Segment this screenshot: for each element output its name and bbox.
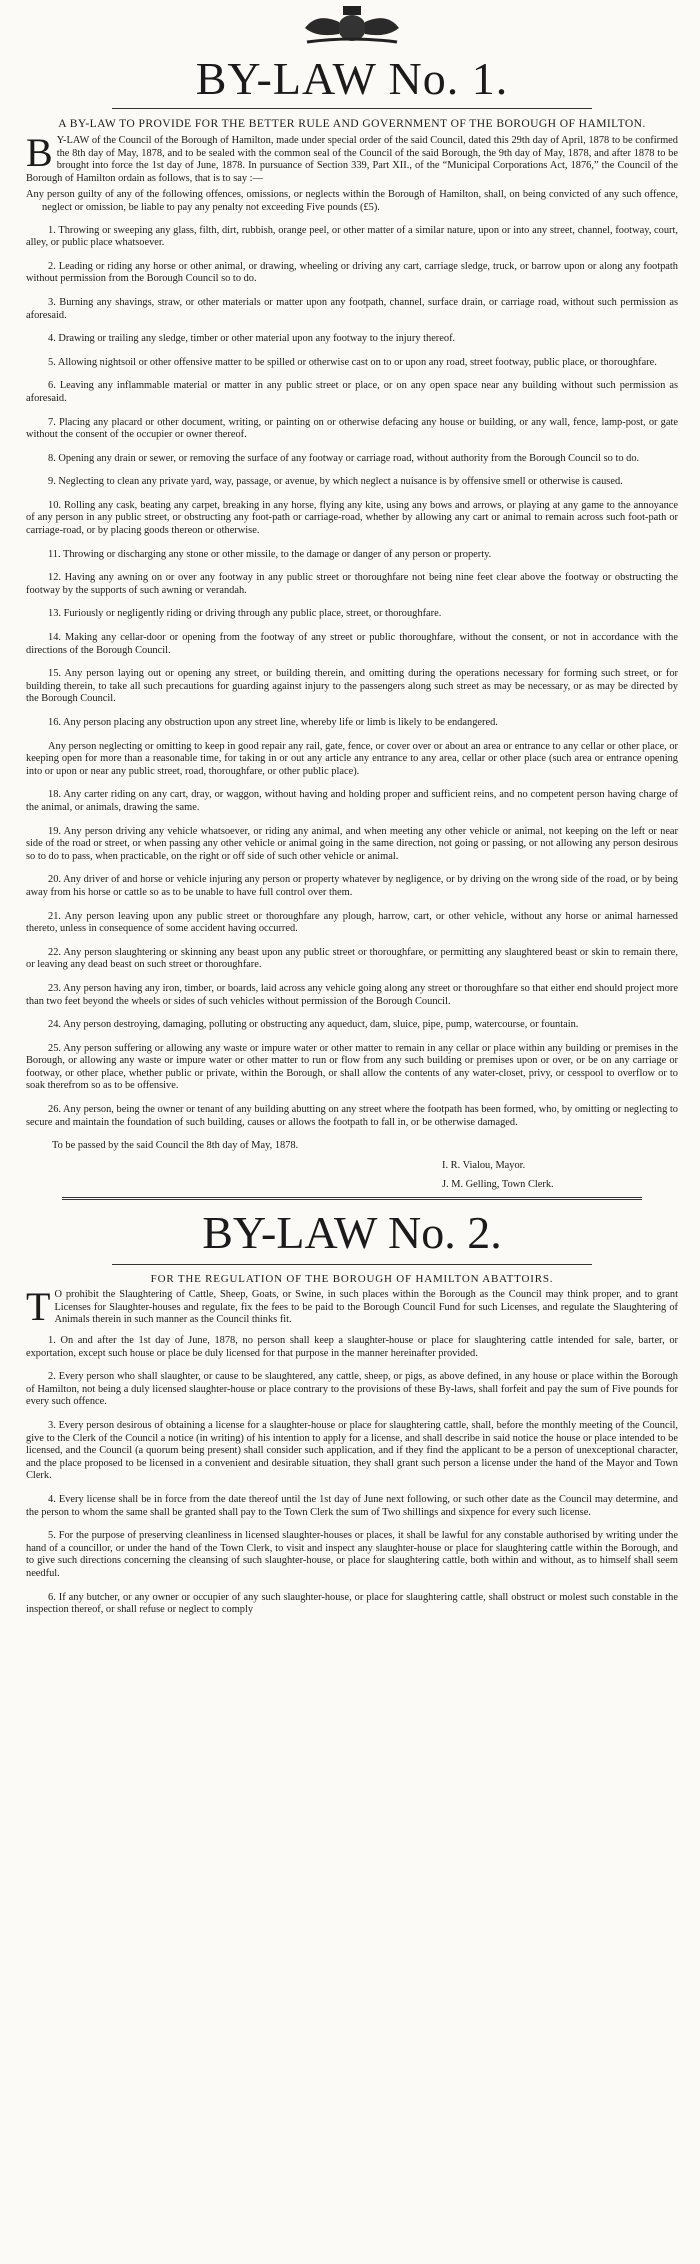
- drop-cap: T: [26, 1284, 51, 1330]
- clause: 1. Throwing or sweeping any glass, filth, dirt, rubbish, orange peel, or other matter of a similar nature, upon or into any street, channel, footway, court, alley, or public place whatsoever.: [26, 224, 678, 249]
- royal-crest-icon: [287, 2, 417, 46]
- clause: 20. Any driver of and horse or vehicle injuring any person or property whatever by negligence, or by driving on the wrong side of the road, or by being away from his horse or cattle so as to be unable to have full control over them.: [26, 874, 678, 898]
- bylaw-2-clauses: [22, 1335, 682, 1617]
- intro-text: Y-LAW of the Council of the Borough of Hamilton, made under special order of the said Council, dated this 29th day of April, 1878 to be confirmed the 8th day of May, 1878, and to be sealed with the common seal of the Council of the said Borough, the 9th day of May, 1878, and after 1878 to be brought into force the 1st day of June, 1878. In pursuance of Section 339, Part XII., of the “Municipal Corporations Act, 1876,” the Council of the Borough of Hamilton ordain as follows, that is to say :—: [26, 135, 678, 184]
- bylaw-1-subtitle: A BY-LAW TO PROVIDE FOR THE BETTER RULE AND GOVERNMENT OF THE BOROUGH OF HAMILTON.: [58, 117, 646, 130]
- clause: 12. Having any awning on or over any footway in any public street or thoroughfare not being nine feet clear above the footway or obstructing the footway by the supports of such awning or verandah.: [26, 572, 678, 596]
- clause: 6. If any butcher, or any owner or occupier of any such slaughter-house, or place for slaughtering cattle, shall obstruct or molest such constable in the inspection thereof, or shall refuse or neglect to comply: [26, 1591, 678, 1616]
- clause: Any person neglecting or omitting to keep in good repair any rail, gate, fence, or cover over or about an area or entrance to any cellar or other place, or keeping open for more than a reasonable time, for taking in or out any article any entrance to any area, cellar or other place (such area or entrance opening into or upon or near any public street, road, thoroughfare, or other public place).: [26, 740, 678, 777]
- divider: [112, 1264, 592, 1267]
- clause: 15. Any person laying out or opening any street, or building therein, and omitting during the operations necessary for forming such street, or for building therein, to take all such precautions for guarding against injury to the passengers along such street as may be necessary, or as may be directed by the Borough Council.: [26, 668, 678, 705]
- bylaw-2-title: BY-LAW No. 2.: [202, 1207, 502, 1259]
- clause: 4. Drawing or trailing any sledge, timber or other material upon any footway to the injury thereof.: [48, 333, 456, 345]
- clause: 9. Neglecting to clean any private yard, way, passage, or avenue, by which neglect a nuisance is by offensive smell or otherwise is caused.: [48, 476, 623, 488]
- clause: 2. Leading or riding any horse or other animal, or drawing, wheeling or driving any cart, carriage sledge, truck, or barrow upon or along any footpath without permission from the Borough Council so to do.: [26, 260, 678, 285]
- clause: 25. Any person suffering or allowing any waste or impure water or other matter to remain in any cellar or place within any building or premises in the Borough, or allowing any waste or impure water or other matter to run or flow from any such building or premises upon or over, or be on any carriage or footway, or other place, whether public or private, within the Borough, or shall allow the contents of any water-closet, privy, or cesspool to overflow or to soak therefrom so as to be offensive.: [26, 1042, 678, 1092]
- clause: 26. Any person, being the owner or tenant of any building abutting on any street where the footpath has been formed, who, by omitting or neglecting to secure and maintain the foundation of such building, causes or allows the footpath to fall in, or be otherwise damaged.: [26, 1104, 678, 1128]
- clause: 10. Rolling any cask, beating any carpet, breaking in any horse, flying any kite, using any bows and arrows, or playing at any game to the annoyance of any person in any public street, or obstructing any foot-path or carriage-road, whether by allowing any cart or animal to remain across such foot-path or carriage-road, or by placing goods thereon or otherwise.: [26, 499, 678, 537]
- clause: 14. Making any cellar-door or opening from the footway of any street or public thoroughfare, without the consent, or not in accordance with the directions of the Borough Council.: [26, 632, 678, 656]
- clause: 1. On and after the 1st day of June, 1878, no person shall keep a slaughter-house or place for slaughtering cattle intended for sale, barter, or exportation, except such house or place be duly licensed for that purpose in the manner hereinafter provided.: [26, 1335, 678, 1359]
- clause: 2. Every person who shall slaughter, or cause to be slaughtered, any cattle, sheep, or pigs, as above defined, in any house or place within the Borough of Hamilton, not being a duly licensed slaughter-house or place contrary to the provisions of these By-laws, shall forfeit and pay the sum of Five pounds for every such offence.: [26, 1371, 678, 1408]
- clause: 22. Any person slaughtering or skinning any beast upon any public street or thoroughfare, or permitting any slaughtered beast or skin to remain there, or leaving any dead beast on such street or thoroughfare.: [26, 946, 678, 971]
- bylaw-2-subtitle: FOR THE REGULATION OF THE BOROUGH OF HAMILTON ABATTOIRS.: [150, 1273, 554, 1286]
- clause: 24. Any person destroying, damaging, polluting or obstructing any aqueduct, dam, sluice, pipe, pump, watercourse, or fountain.: [48, 1019, 579, 1031]
- clause: 3. Burning any shavings, straw, or other materials or matter upon any footpath, channel, surface drain, or carriage road, without such permission as aforesaid.: [26, 296, 678, 321]
- clause: 19. Any person driving any vehicle whatsoever, or riding any animal, and when meeting any other vehicle or animal, not keeping on the left or near side of the road or street, or when passing any other vehicle or animal going in the same direction, not going or passing, or not allowing any person desirous so to do to pass, when practicable, on the right or off side of such other vehicle or animal.: [26, 825, 678, 862]
- clause: 13. Furiously or negligently riding or driving through any public place, street, or thoroughfare.: [48, 608, 442, 620]
- clause: 6. Leaving any inflammable material or matter in any public street or place, or on any open space near any building without such permission as aforesaid.: [26, 380, 678, 404]
- divider: [112, 108, 592, 111]
- bylaw-2-intro: [26, 1284, 678, 1330]
- clause: 11. Throwing or discharging any stone or other missile, to the damage or danger of any person or property.: [48, 548, 492, 560]
- clause: 16. Any person placing any obstruction upon any street line, whereby life or limb is likely to be endangered.: [48, 717, 498, 728]
- clause: 7. Placing any placard or other document, writing, or painting on or otherwise defacing any house or building, or any wall, fence, lamp-post, or gate without the consent of the occupier or owner thereof.: [26, 416, 678, 441]
- bylaw-1-penalty-statement: Any person guilty of any of the following offences, omissions, or neglects within the Borough of Hamilton, shall, on being convicted of any such offence, neglect or omission, be liable to pay any penalty not exceeding Five pounds (£5).: [26, 189, 678, 213]
- clause: 18. Any carter riding on any cart, dray, or waggon, without having and holding proper and sufficient reins, and no competent person having charge of the animal, or animals, drawing the same.: [26, 789, 678, 813]
- clause: 4. Every license shall be in force from the date thereof until the 1st day of June next following, or such other date as the Council may determine, and the person to whom the same shall be granted shall pay to the Town Clerk the sum of Two shillings and sixpence for every such license.: [26, 1493, 678, 1518]
- clause: 5. Allowing nightsoil or other offensive matter to be spilled or otherwise cast on to or upon any road, street footway, public place, or thoroughfare.: [48, 356, 657, 368]
- signature-mayor: I. R. Vialou, Mayor.: [442, 1160, 526, 1172]
- passed-statement: To be passed by the said Council the 8th day of May, 1878.: [52, 1140, 299, 1152]
- bylaw-1-clauses: [22, 225, 682, 1130]
- clause: 3. Every person desirous of obtaining a license for a slaughter-house or place for slaughtering cattle, shall, before the monthly meeting of the Council, give to the Clerk of the Council a notice (in writing) of his intention to apply for a license, and shall describe in said notice the house or place intended to be licensed, and the Council (a quorum being present) shall consider such application, and if they find the applicant to be a person of unexceptional character, and the place proposed to be licensed in a convenient and desirable situation, they shall grant such person a license under the hand of the Mayor and Town Clerk.: [26, 1420, 678, 1482]
- intro-text: O prohibit the Slaughtering of Cattle, Sheep, Goats, or Swine, in such places within the Borough as the Council may think proper, and to grant Licenses for Slaughter-houses and regulate, fix the fees to be paid to the Borough Council Fund for such Licenses, and regulate the Slaughtering of Animals therein in such manner as the Council thinks fit.: [54, 1289, 678, 1326]
- clause: 23. Any person having any iron, timber, or boards, laid across any vehicle going along any street or thoroughfare so that either end should project more than two feet beyond the wheels or sides of such vehicles without permission of the Borough Council.: [26, 982, 678, 1007]
- section-divider: [62, 1197, 642, 1202]
- drop-cap: B: [26, 130, 53, 175]
- clause: 5. For the purpose of preserving cleanliness in licensed slaughter-houses or places, it shall be lawful for any constable authorised by writing under the hand of a councillor, or under the hand of the Town Clerk, to visit and inspect any slaughter-house or place for slaughtering cattle within the Borough, and to give such directions concerning the cleansing of such slaughter-house, or place for slaughtering cattle, both within and without, as to himself shall seem needful.: [26, 1530, 678, 1579]
- newspaper-page: [0, 2, 700, 2264]
- clause: 21. Any person leaving upon any public street or thoroughfare any plough, harrow, cart, or other vehicle, without any horse or animal harnessed thereto, unless in consequence of some accident having occurred.: [26, 910, 678, 935]
- clause: 8. Opening any drain or sewer, or removing the surface of any footway or carriage road, without authority from the Borough Council so to do.: [48, 452, 640, 464]
- bylaw-1-intro: [26, 130, 678, 185]
- signature-town-clerk: J. M. Gelling, Town Clerk.: [442, 1179, 554, 1191]
- bylaw-1-title: BY-LAW No. 1.: [195, 53, 509, 104]
